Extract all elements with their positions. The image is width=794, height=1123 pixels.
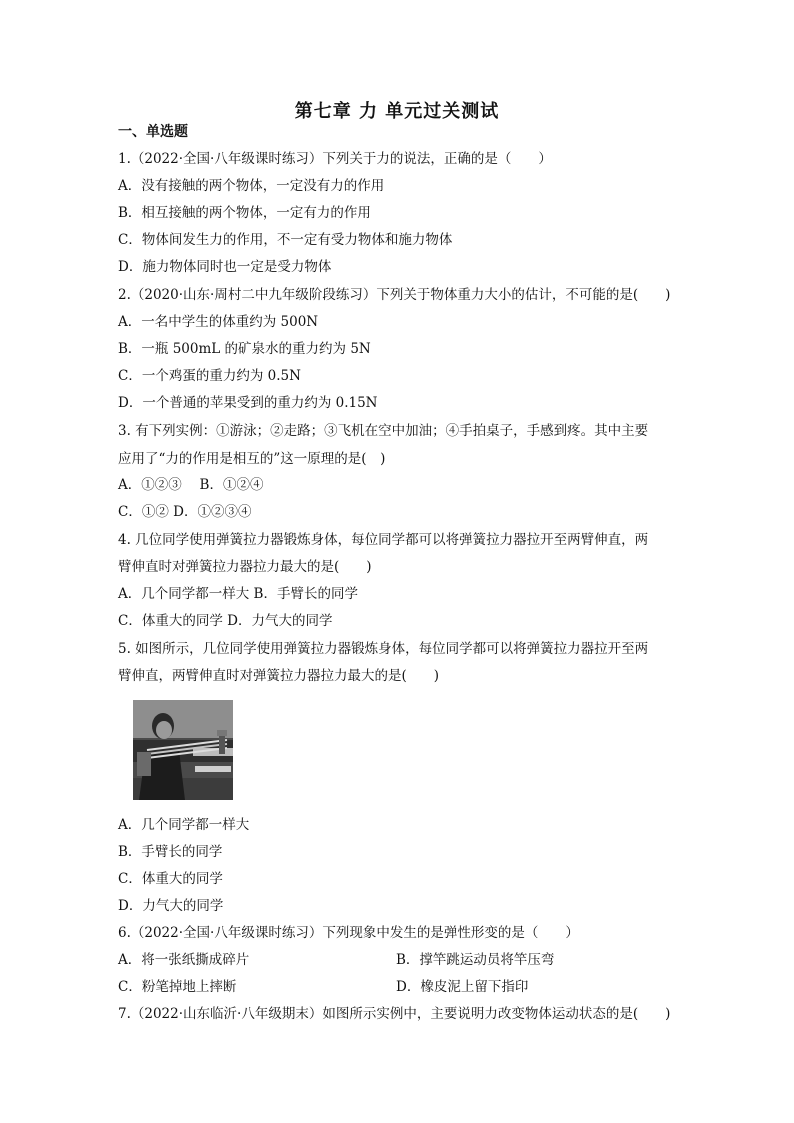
question-5-option-a: A．几个同学都一样大 <box>118 817 250 833</box>
section-heading: 一、单选题 <box>118 124 188 140</box>
question-6-stem: 6.（2022·全国·八年级课时练习）下列现象中发生的是弹性形变的是（ ） <box>118 925 579 941</box>
question-3-options-ab: A．①②③ B．①②④ <box>118 477 264 493</box>
question-5-stem-line-1: 5. 如图所示，几位同学使用弹簧拉力器锻炼身体，每位同学都可以将弹簧拉力器拉开至两 <box>118 641 649 657</box>
question-5-option-d: D．力气大的同学 <box>118 898 224 914</box>
question-4-options-cd: C．体重大的同学 D．力气大的同学 <box>118 613 333 629</box>
photo-illustration <box>133 700 233 800</box>
question-1-option-c: C．物体间发生力的作用，不一定有受力物体和施力物体 <box>118 232 453 248</box>
question-5-option-b: B．手臂长的同学 <box>118 844 223 860</box>
question-6-option-a: A．将一张纸撕成碎片 <box>118 952 250 968</box>
question-2-option-d: D．一个普通的苹果受到的重力约为 0.15N <box>118 395 378 411</box>
question-1-option-a: A．没有接触的两个物体，一定没有力的作用 <box>118 178 385 194</box>
question-6-option-b: B．撑竿跳运动员将竿压弯 <box>396 952 555 968</box>
question-5-option-c: C．体重大的同学 <box>118 871 223 887</box>
question-3-stem-line-2: 应用了“力的作用是相互的”这一原理的是( ) <box>118 451 386 467</box>
question-2-option-b: B．一瓶 500mL 的矿泉水的重力约为 5N <box>118 341 371 357</box>
question-4-options-ab: A．几个同学都一样大 B．手臂长的同学 <box>118 586 358 602</box>
question-4-stem-line-2: 臂伸直时对弹簧拉力器拉力最大的是( ) <box>118 559 372 575</box>
question-1-stem: 1.（2022·全国·八年级课时练习）下列关于力的说法，正确的是（ ） <box>118 151 552 167</box>
question-5-stem-line-2: 臂伸直，两臂伸直时对弹簧拉力器拉力最大的是( ) <box>118 668 440 684</box>
question-1-option-b: B．相互接触的两个物体，一定有力的作用 <box>118 205 371 221</box>
question-2-stem: 2.（2020·山东·周村二中九年级阶段练习）下列关于物体重力大小的估计，不可能的是( ) <box>118 287 671 303</box>
question-6-option-c: C．粉笔掉地上摔断 <box>118 979 237 995</box>
page-title: 第七章 力 单元过关测试 <box>294 101 500 122</box>
question-3-options-cd: C．①② D．①②③④ <box>118 504 252 520</box>
question-2-option-c: C．一个鸡蛋的重力约为 0.5N <box>118 368 301 384</box>
question-7-stem: 7.（2022·山东临沂·八年级期末）如图所示实例中，主要说明力改变物体运动状态的是( ) <box>118 1006 671 1022</box>
spring-exerciser-photo <box>133 700 233 800</box>
question-6-option-d: D．橡皮泥上留下指印 <box>396 979 529 995</box>
question-3-stem-line-1: 3. 有下列实例：①游泳；②走路；③飞机在空中加油；④手拍桌子，手感到疼。其中主要 <box>118 423 649 439</box>
question-1-option-d: D．施力物体同时也一定是受力物体 <box>118 259 332 275</box>
question-4-stem-line-1: 4. 几位同学使用弹簧拉力器锻炼身体，每位同学都可以将弹簧拉力器拉开至两臂伸直，两 <box>118 532 649 548</box>
question-2-option-a: A．一名中学生的体重约为 500N <box>118 314 319 330</box>
